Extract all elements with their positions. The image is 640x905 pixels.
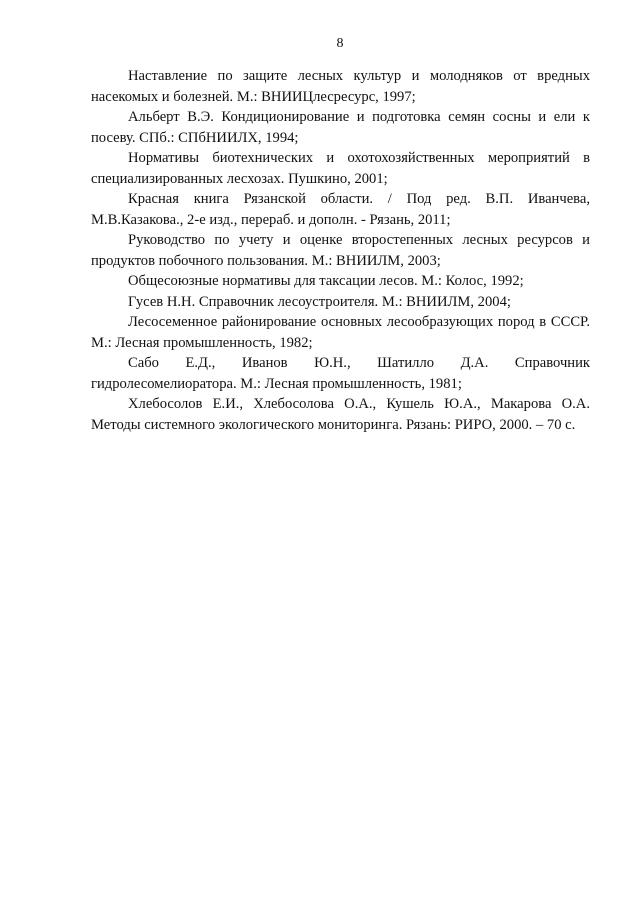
reference-item: Красная книга Рязанской области. / Под ред. В.П. Иванчева, М.В.Казакова., 2-е изд., перераб. и дополн. - Рязань, 2011; (91, 191, 590, 228)
reference-item: Сабо Е.Д., Иванов Ю.Н., Шатилло Д.А. Справочник гидролесомелиоратора. М.: Лесная промышленность, 1981; (91, 355, 590, 392)
reference-item: Нормативы биотехнических и охотохозяйственных мероприятий в специализированных лесхозах. Пушкино, 2001; (91, 150, 590, 187)
reference-item: Наставление по защите лесных культур и молодняков от вредных насекомых и болезней. М.: ВНИИЦлесресурс, 1997; (91, 68, 590, 105)
reference-item: Хлебосолов Е.И., Хлебосолова О.А., Кушель Ю.А., Макарова О.А. Методы системного экологического мониторинга. Рязань: РИРО, 2000. – 70 с. (91, 396, 590, 433)
reference-item: Общесоюзные нормативы для таксации лесов. М.: Колос, 1992; (128, 273, 524, 289)
reference-item: Руководство по учету и оценке второстепенных лесных ресурсов и продуктов побочного пользования. М.: ВНИИЛМ, 2003; (91, 232, 590, 269)
reference-item: Лесосеменное районирование основных лесообразующих пород в СССР. М.: Лесная промышленность, 1982; (91, 314, 590, 351)
reference-item: Альберт В.Э. Кондиционирование и подготовка семян сосны и ели к посеву. СПб.: СПбНИИЛХ, 1994; (91, 109, 590, 146)
reference-list (91, 66, 590, 435)
page-number: 8 (336, 36, 344, 51)
reference-item: Гусев Н.Н. Справочник лесоустроителя. М.: ВНИИЛМ, 2004; (128, 293, 511, 310)
